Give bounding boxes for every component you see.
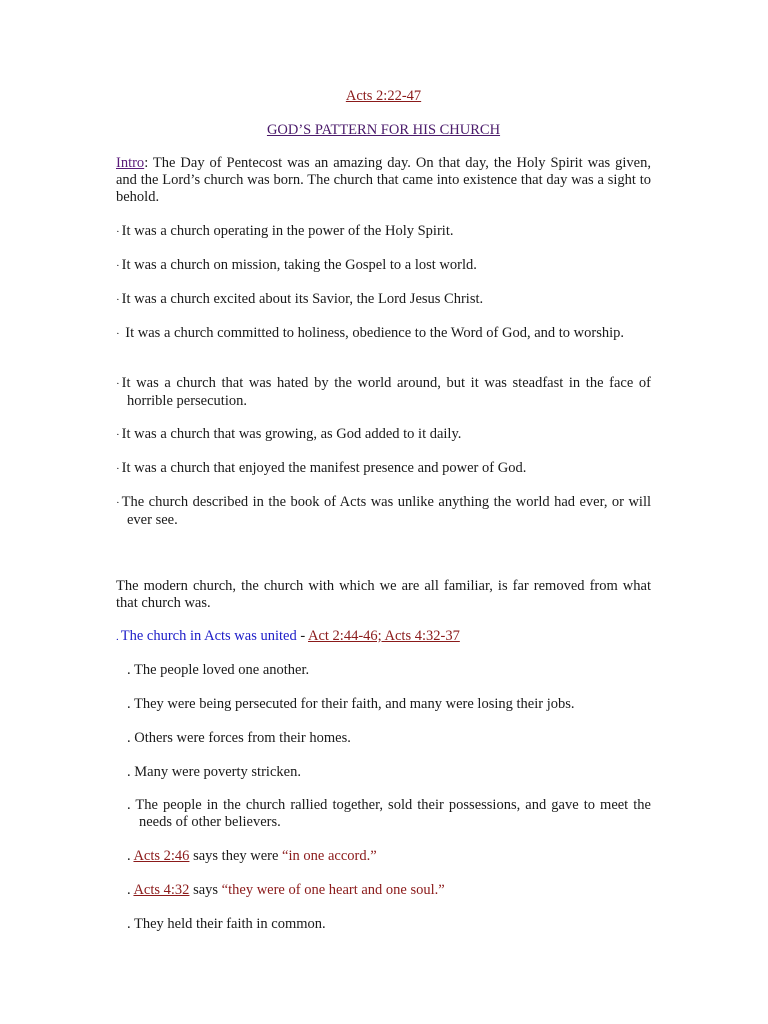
bullet-mark: · bbox=[116, 226, 120, 238]
list-item-text: It was a church that was hated by the world around, but it was steadfast in the face of horrible persecution. bbox=[121, 375, 651, 409]
quote-text: “in one accord.” bbox=[282, 848, 377, 864]
list-item bbox=[116, 223, 651, 241]
bullet-mark: · bbox=[116, 260, 120, 272]
list-item-text: It was a church committed to holiness, obedience to the Word of God, and to worship. bbox=[125, 325, 625, 341]
bullet-mark: · bbox=[116, 497, 120, 509]
list-item-text: They were being persecuted for their faith, and many were losing their jobs. bbox=[134, 696, 575, 712]
scripture-link[interactable]: Acts 2:46 bbox=[133, 848, 190, 864]
scripture-link[interactable]: Acts 4:32 bbox=[133, 882, 190, 898]
list-item-text: Others were forces from their homes. bbox=[134, 730, 351, 746]
list-item bbox=[127, 764, 651, 781]
list-item-text: It was a church that enjoyed the manifest presence and power of God. bbox=[121, 460, 527, 476]
bullet-mark: · bbox=[116, 294, 120, 306]
list-item bbox=[116, 426, 651, 444]
list-item-text: It was a church on mission, taking the Gospel to a lost world. bbox=[121, 257, 477, 273]
sub-mark: . bbox=[127, 797, 131, 813]
page-title: GOD’S PATTERN FOR HIS CHURCH bbox=[266, 122, 501, 138]
section-mark: . bbox=[116, 631, 119, 643]
sub-mark: . bbox=[127, 696, 131, 712]
modern-church-paragraph: The modern church, the church with which we are all familiar, is far removed from what that church was. bbox=[116, 578, 651, 611]
list-item bbox=[127, 662, 651, 679]
intro-text: : The Day of Pentecost was an amazing day. On that day, the Holy Spirit was given, and the Lord’s church was born. The church that came into existence that day was a sight to behold. bbox=[116, 155, 651, 205]
list-item bbox=[127, 730, 651, 747]
list-item bbox=[116, 375, 651, 410]
bullet-mark: · bbox=[116, 463, 120, 475]
sub-mark: . bbox=[127, 764, 131, 780]
list-item bbox=[116, 494, 651, 529]
section-separator: - bbox=[296, 628, 308, 644]
list-item-text: says they were bbox=[189, 848, 283, 864]
list-item-text: Many were poverty stricken. bbox=[134, 764, 301, 780]
list-item bbox=[116, 257, 651, 275]
list-item bbox=[127, 696, 651, 713]
bullet-mark: · bbox=[116, 328, 120, 340]
list-item-text: It was a church operating in the power of the Holy Spirit. bbox=[121, 223, 454, 239]
list-item-text: It was a church excited about its Savior, the Lord Jesus Christ. bbox=[121, 291, 484, 307]
list-item-text: The people loved one another. bbox=[134, 662, 310, 678]
sub-mark: . bbox=[127, 730, 131, 746]
list-item bbox=[116, 325, 651, 343]
list-item-text: says bbox=[189, 882, 222, 898]
section-title: The church in Acts was united bbox=[120, 628, 297, 644]
list-item bbox=[127, 848, 651, 865]
sub-mark: . bbox=[127, 662, 131, 678]
list-item-text: The church described in the book of Acts was unlike anything the world had ever, or will ever see. bbox=[121, 494, 651, 528]
sub-mark: . bbox=[127, 916, 131, 932]
scripture-reference[interactable]: Acts 2:22-47 bbox=[345, 88, 422, 104]
section-heading bbox=[116, 628, 651, 646]
sub-mark: . bbox=[127, 848, 131, 864]
list-item bbox=[127, 882, 651, 899]
intro-paragraph bbox=[116, 155, 651, 206]
list-item bbox=[116, 291, 651, 309]
list-item-text: They held their faith in common. bbox=[134, 916, 326, 932]
bullet-mark: · bbox=[116, 429, 120, 441]
list-item bbox=[127, 916, 651, 933]
list-item-text: It was a church that was growing, as God added to it daily. bbox=[121, 426, 462, 442]
bullet-mark: · bbox=[116, 378, 120, 390]
quote-text: “they were of one heart and one soul.” bbox=[221, 882, 445, 898]
list-item bbox=[127, 797, 651, 831]
intro-label: Intro bbox=[116, 155, 145, 171]
sub-mark: . bbox=[127, 882, 131, 898]
list-item-text: The people in the church rallied together, sold their possessions, and gave to meet the needs of other believers. bbox=[135, 797, 651, 830]
section-scripture-link[interactable]: Act 2:44-46; Acts 4:32-37 bbox=[308, 628, 460, 644]
list-item bbox=[116, 460, 651, 478]
